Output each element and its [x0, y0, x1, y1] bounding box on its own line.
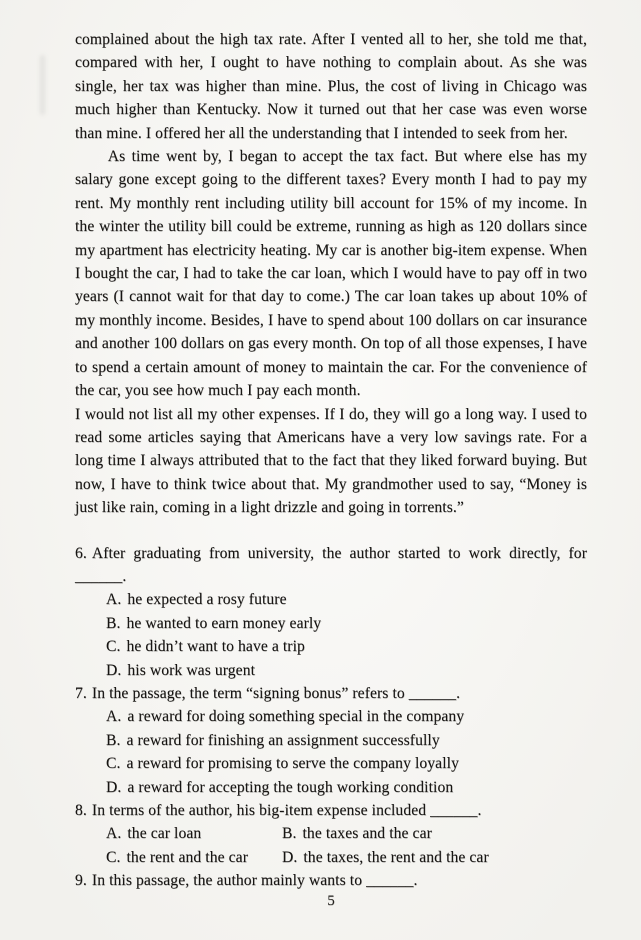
option-a-text: he expected a rosy future [127, 591, 287, 609]
question-6-option-d [106, 659, 587, 682]
option-a-text: the car loan [127, 825, 202, 843]
question-8 [75, 799, 587, 869]
question-7-option-a [106, 705, 587, 728]
option-b-label: B. [106, 731, 121, 749]
questions-section [75, 542, 587, 893]
option-d-label: D. [282, 848, 298, 866]
option-d-text: his work was urgent [127, 661, 256, 679]
question-6-number: 6. [75, 544, 87, 562]
option-b-label: B. [106, 614, 121, 632]
option-b-text: he wanted to earn money early [126, 614, 322, 632]
question-8-option-d [282, 846, 587, 869]
reading-passage [75, 28, 587, 520]
option-a-label: A. [106, 708, 122, 726]
option-c-text: a reward for promising to serve the company loyally [126, 755, 459, 773]
question-8-options [75, 822, 587, 869]
question-6-option-a [106, 588, 587, 611]
question-6-stem: After graduating from university, the author started to work directly, for [91, 544, 587, 562]
option-c-label: C. [106, 755, 121, 773]
question-8-option-b [282, 822, 587, 845]
question-6-stem-line [75, 542, 587, 565]
option-c-label: C. [106, 638, 121, 656]
question-9-number: 9. [75, 872, 87, 890]
question-6-option-c [106, 635, 587, 658]
page-content [75, 28, 587, 893]
scan-artifact [40, 55, 45, 115]
option-b-text: the taxes and the car [302, 825, 432, 843]
passage-paragraph-3: I would not list all my other expenses. If I do, they will go a long way. I used to read some articles saying that Americans have a very low savings rate. For a long time I always attributed that to the fact that they liked forward buying. But now, I have to think twice about that. My grandmother used to say, “Money is just like rain, coming in a light drizzle and going in torrents.” [75, 405, 587, 517]
question-8-stem-line [75, 799, 587, 822]
question-8-option-c [106, 846, 282, 869]
option-c-text: the rent and the car [126, 848, 248, 866]
question-8-option-a [106, 822, 282, 845]
question-6-options [75, 588, 587, 682]
question-7-stem-line [75, 682, 587, 705]
option-d-text: a reward for accepting the tough working condition [127, 778, 454, 796]
question-6 [75, 542, 587, 682]
question-9 [75, 869, 587, 892]
option-d-label: D. [106, 778, 122, 796]
question-8-stem: In terms of the author, his big-item expense included ______. [91, 802, 482, 819]
question-7-number: 7. [75, 684, 87, 702]
option-a-label: A. [106, 591, 122, 609]
option-b-label: B. [282, 825, 297, 843]
question-7-option-d [106, 776, 587, 799]
question-7-stem: In the passage, the term “signing bonus” refers to ______. [91, 684, 461, 702]
option-a-text: a reward for doing something special in the company [127, 708, 465, 726]
question-6-answer-blank: ______. [75, 567, 127, 585]
question-7-option-b [106, 729, 587, 752]
option-a-label: A. [106, 825, 122, 843]
question-9-stem: In this passage, the author mainly wants to ______. [91, 872, 418, 890]
option-d-text: the taxes, the rent and the car [303, 848, 489, 866]
question-7-option-c [106, 752, 587, 775]
option-d-label: D. [106, 661, 122, 679]
passage-paragraph-1: complained about the high tax rate. After I vented all to her, she told me that, compared with her, I ought to have nothing to complain about. As she was single, her tax was higher than mine. Plus, the cost of living in Chicago was much higher than Kentucky. Now it turned out that her case was even worse than mine. I offered her all the understanding that I intended to seek from her. [75, 31, 587, 142]
page-number: 5 [327, 893, 335, 909]
question-9-stem-line [75, 869, 587, 892]
question-7 [75, 682, 587, 799]
passage-paragraph-2: As time went by, I began to accept the tax fact. But where else has my salary gone except going to the different taxes? Every month I had to pay my rent. My monthly rent including utility bill account for 15% of my income. In the winter the utility bill could be extreme, running as high as 120 dollars since my apartment has electricity heating. My car is another big-item expense. When I bought the car, I had to take the car loan, which I would have to pay off in two years (I cannot wait for that day to come.) The car loan takes up about 10% of my monthly income. Besides, I have to spend about 100 dollars on car insurance and another 100 dollars on gas every month. On top of all those expenses, I have to spend a certain amount of money to maintain the car. For the convenience of the car, you see how much I pay each month. [75, 148, 587, 400]
question-7-options [75, 705, 587, 799]
question-6-option-b [106, 612, 587, 635]
option-c-text: he didn’t want to have a trip [126, 638, 305, 656]
question-8-number: 8. [75, 802, 87, 819]
option-b-text: a reward for finishing an assignment successfully [126, 731, 440, 749]
option-c-label: C. [106, 848, 121, 866]
